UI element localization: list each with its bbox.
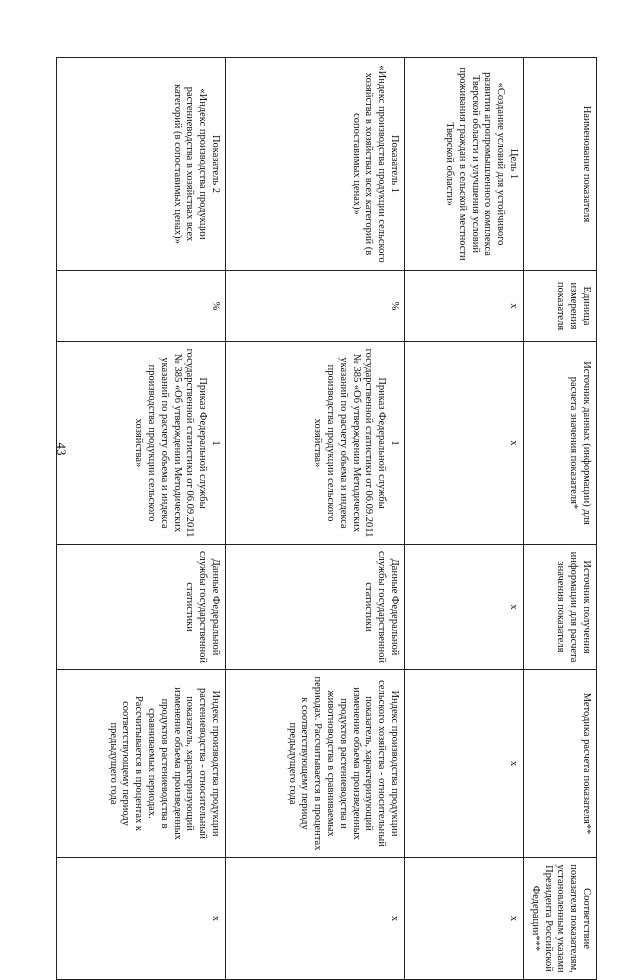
row-title: Показатель 1 bbox=[389, 134, 400, 194]
cell-source bbox=[226, 342, 405, 545]
table-header-row bbox=[524, 58, 597, 980]
cell-source bbox=[405, 342, 524, 545]
cell-name bbox=[226, 58, 405, 271]
cell-method: х bbox=[405, 670, 524, 858]
cell-info: Данные Федеральной службы государственной статистики bbox=[226, 545, 405, 670]
header-name: Наименование показателя bbox=[524, 58, 597, 271]
cell-info: Данные Федеральной службы государственной статистики bbox=[57, 545, 226, 670]
header-unit: Единица измерения показателя bbox=[524, 271, 597, 342]
cell-method: Индекс производства продукции растениеводства - относительный показатель, характеризующий изменение объема произведенных продуктов растениеводства в сравниваемых периодах. Рассчитывается в процентах к соответствующему периоду предыдущего года bbox=[57, 670, 226, 858]
row-title: Показатель 2 bbox=[210, 134, 221, 194]
cell-name bbox=[57, 58, 226, 271]
header-source: Источник данных (информации) для расчета значения показателя* bbox=[524, 342, 597, 545]
source-title: 1 bbox=[210, 440, 221, 446]
cell-unit: % bbox=[226, 271, 405, 342]
page-number: 43 bbox=[54, 442, 69, 456]
row-text: «Создание условий для устойчивого развития агропромышленного комплекса Тверской области и улучшения условий проживания граждан в сельской местности Тверской области» bbox=[444, 67, 507, 261]
table-row bbox=[405, 58, 524, 980]
cell-info: х bbox=[405, 545, 524, 670]
rotated-table-sheet bbox=[70, 57, 597, 973]
source-text: Приказ Федеральной службы государственной статистики от 06.09.2011 № 385 «Об утверждении Методических указаний по расчету объема и индекса производства продукции сельского хозяйства» bbox=[133, 348, 209, 538]
cell-corr: х bbox=[57, 858, 226, 980]
table-row bbox=[57, 58, 226, 980]
row-text: «Индекс производства продукции растениеводства в хозяйствах всех категорий (в сопоставимых ценах)» bbox=[171, 84, 209, 244]
header-info: Источник получения информации для расчета значения показателя bbox=[524, 545, 597, 670]
cell-method: Индекс производства продукции сельского хозяйства - относительный показатель, характеризующий изменение объема произведенных продуктов растениеводства и животноводства в сравниваемых периодах. Рассчитывается в процентах к соответствующему периоду предыдущего года bbox=[226, 670, 405, 858]
cell-unit: х bbox=[405, 271, 524, 342]
indicators-table bbox=[56, 57, 597, 980]
cell-name bbox=[405, 58, 524, 271]
source-text: Приказ Федеральной службы государственной статистики от 06.09.2011 № 385 «Об утверждении Методических указаний по расчету объема и индекса производства продукции сельского хозяйства» bbox=[312, 348, 388, 538]
cell-corr: х bbox=[405, 858, 524, 980]
source-title: 1 bbox=[389, 440, 400, 446]
table-row bbox=[226, 58, 405, 980]
header-method: Методика расчета показателя** bbox=[524, 670, 597, 858]
cell-corr: х bbox=[226, 858, 405, 980]
cell-source bbox=[57, 342, 226, 545]
row-title: Цель 1 bbox=[508, 148, 519, 180]
header-corr: Соответствие показателя показателям, установленным указами Президента Российской Федерации*** bbox=[524, 858, 597, 980]
cell-unit: % bbox=[57, 271, 226, 342]
row-text: «Индекс производства продукции сельского хозяйства в хозяйствах всех категорий (в сопоставимых ценах)» bbox=[350, 65, 388, 263]
source-text: х bbox=[508, 440, 519, 446]
